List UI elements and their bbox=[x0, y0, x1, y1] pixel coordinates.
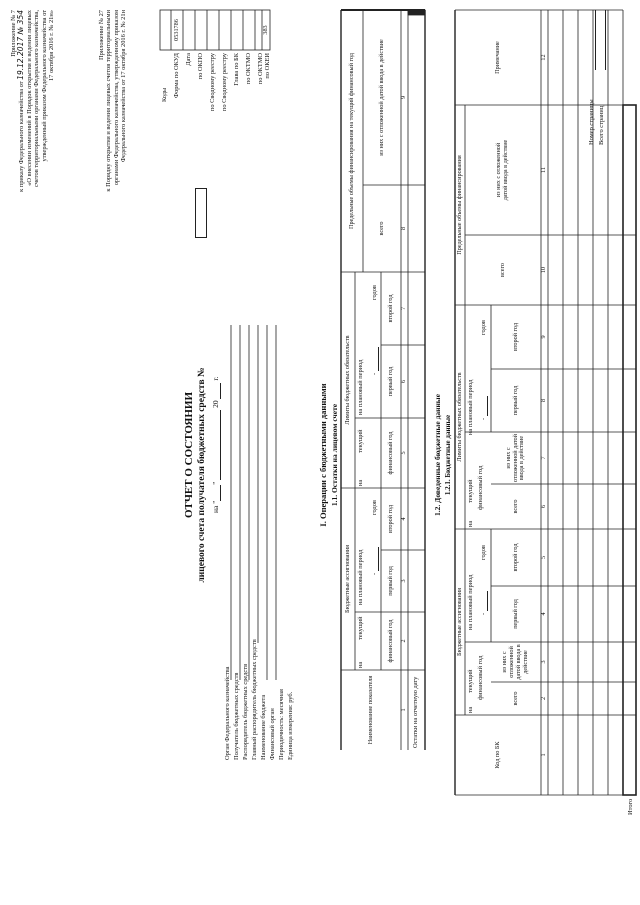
code-value bbox=[195, 10, 207, 50]
document-page: Приложение № 7 к приказу Федерального казначейства от 19.12.2017 № 354 «О внесении изменений в Порядок открытия и ведения лицевых счетов территориальными органами Федерального казначейства, утвержденный приказом Федерального казначейства от 17 октября 2016 г. № 21н» Приложение № 27 к Порядку открытия и ведения лицевых счетов территориальными органами Федерального казначейства, утвержденному приказом Федерального казначейства от 17 октября 2016 г. № 21н ОТЧЕТ О СОСТОЯНИИ лицевого счета получателя бюджетных средств № на "" 20 г. Коды Форма по ОКУД 0531786 Дата по ОКПО по Сводному реестру по Сводному реестру Глава по БК по ОКТМО по ОКТМО по ОКЕИ 383 Орган Федерального казначейства Получатель бюджетных средств Распорядитель бюджетных средств Главный распорядитель бюджетных средств Наименование бюджета Финансовый орган Периодичность: месячная Единица измерения: руб. I. Операции с бюджетными данными 1.1. Остатки на лицевом счете Наименование показателя Бюджетные ассигнования Лимиты бюджетных обязательств Предельные объемы финансирования на текущий финансовый год на текущий на плановый период - годов финансовый год первый год второй год на текущий на плановый период - годов финансовый год первый год второй год всего из них с отложенной датой ввода в действие 1 2 3 4 5 6 7 8 9 Остатки на отчетную дату 1.2. Доведенные бюджетные данные 1.2.1. Бюджетные данные Код по БК Бюджетные ассигнования Лимиты бюджетных обязательств Предельные объемы финансирования Примечание на текущий финансовый год на плановый период - годов всего из них с отложенной датой ввода в действие первый год второй год на текущий финансовый год на плановый период - годов всего из них с отложенной датой ввода в действие первый год второй год всего из них с отложенной датой ввода в действие 1 2 3 4 5 6 7 8 9 10 11 12 Итого Номер страницы Всего страниц bbox=[0, 0, 640, 905]
org-field-label: Наименование бюджета bbox=[260, 694, 267, 760]
col-note: Примечание bbox=[493, 41, 501, 74]
group-allocations: Бюджетные ассигнования bbox=[343, 545, 351, 613]
code-label: Дата bbox=[185, 53, 192, 66]
l2-plan: на плановый период bbox=[467, 379, 474, 435]
section-1-1-title: 1.1. Остатки на лицевом счете bbox=[330, 403, 339, 507]
code-label: по ОКПО bbox=[197, 53, 204, 80]
p2-deferred: из них с отложенной датой ввода в действие bbox=[495, 139, 509, 201]
a2-current: текущий bbox=[467, 669, 474, 693]
group-financing-2: Предельные объемы финансирования bbox=[455, 155, 463, 255]
code-value bbox=[243, 10, 255, 50]
limits-on: на bbox=[357, 479, 364, 486]
report-title: ОТЧЕТ О СОСТОЯНИИ bbox=[183, 391, 195, 519]
l2-fin-year: финансовый год bbox=[477, 465, 484, 510]
alloc-current: текущий bbox=[357, 616, 364, 640]
org-field-label: Единица измерения: руб. bbox=[287, 691, 294, 760]
code-value bbox=[255, 10, 262, 50]
total-pages-label: Всего страниц bbox=[598, 105, 605, 145]
limits-first-year: первый год bbox=[386, 366, 394, 397]
row-total-label: Итого bbox=[627, 798, 634, 815]
l2-on: на bbox=[467, 520, 474, 527]
code-value: 383 bbox=[261, 25, 269, 35]
a2-deferred: из них с отложенной датой ввода в действие bbox=[501, 644, 529, 680]
a2-fin-year: финансовый год bbox=[477, 655, 484, 700]
group-allocations-2: Бюджетные ассигнования bbox=[455, 588, 463, 656]
appendix-7-header: Приложение № 7 к приказу Федерального казначейства от 19.12.2017 № 354 «О внесении изменений в Порядок открытия и ведения лицевых счетов территориальными органами Федерального казначейства, утвержденный приказом Федерального казначейства от 17 октября 2016 г. № 21н» bbox=[10, 10, 56, 192]
page-number-label: Номер страницы bbox=[588, 99, 595, 145]
a2-on: на bbox=[467, 706, 474, 713]
column-number: 6 bbox=[540, 504, 548, 509]
pred-deferred: из них с отложенной датой ввода в действие bbox=[377, 39, 385, 156]
column-number: 4 bbox=[540, 612, 548, 616]
org-field-label: Получатель бюджетных средств bbox=[233, 672, 240, 760]
column-number: 5 bbox=[540, 555, 548, 560]
column-number: 4 bbox=[400, 517, 408, 521]
column-number: 10 bbox=[540, 266, 548, 274]
column-number: 6 bbox=[400, 379, 408, 384]
limits-second-year: второй год bbox=[386, 294, 394, 323]
code-value bbox=[231, 10, 243, 50]
column-number: 7 bbox=[400, 306, 408, 311]
code-label: по ОКТМО bbox=[257, 53, 264, 85]
limits-current: текущий bbox=[357, 429, 364, 453]
row-balance-label: Остатки на отчетную дату bbox=[412, 676, 419, 748]
a2-second: второй год bbox=[511, 543, 519, 572]
a2-first: первый год bbox=[511, 599, 519, 629]
code-label: по Сводному реестру bbox=[221, 53, 228, 112]
column-number: 2 bbox=[540, 696, 548, 701]
column-number: 8 bbox=[540, 398, 548, 403]
code-label: Глава по БК bbox=[233, 53, 240, 86]
org-field-label: Распорядитель бюджетных средств bbox=[242, 663, 249, 760]
report-date-line: на "" 20 г. bbox=[211, 376, 220, 513]
org-field-label: Периодичность: месячная bbox=[278, 689, 285, 760]
code-value bbox=[207, 10, 219, 50]
alloc-fin-year: финансовый год bbox=[386, 619, 394, 663]
report-subtitle: лицевого счета получателя бюджетных средств № bbox=[197, 367, 207, 583]
group-financing-limits: Предельные объемы финансирования на текущий финансовый год bbox=[347, 53, 355, 229]
codes-header: Коды bbox=[161, 87, 169, 103]
code-label: по ОКТМО bbox=[245, 53, 252, 85]
alloc-plan-period: на плановый период bbox=[357, 549, 364, 605]
code-value: 0531786 bbox=[172, 19, 180, 41]
code-label: Форма по ОКУД bbox=[173, 53, 180, 98]
section-1-2-title: 1.2. Доведенные бюджетные данные bbox=[433, 394, 442, 516]
handwritten-order-number: 19.12.2017 № 354 bbox=[16, 10, 26, 80]
alloc-on: на bbox=[357, 661, 364, 668]
pred-total: всего bbox=[377, 221, 385, 236]
column-number: 11 bbox=[540, 167, 548, 173]
column-number: 2 bbox=[400, 639, 408, 643]
column-number: 12 bbox=[540, 54, 548, 61]
code-label: по ОКЕИ bbox=[264, 53, 271, 79]
a2-plan: на плановый период bbox=[467, 574, 474, 630]
limits-plan-period: на плановый период bbox=[357, 359, 364, 415]
column-number: 9 bbox=[400, 95, 408, 100]
p2-total: всего bbox=[498, 263, 506, 277]
alloc-years: годов bbox=[371, 500, 378, 515]
limits-years: годов bbox=[371, 285, 378, 300]
code-label: по Сводному реестру bbox=[209, 53, 216, 112]
l2-total: всего bbox=[511, 499, 519, 514]
column-number: 9 bbox=[540, 335, 548, 339]
alloc-first-year: первый год bbox=[386, 566, 394, 596]
limits-fin-year: финансовый год bbox=[386, 431, 394, 475]
column-number: 3 bbox=[400, 579, 408, 583]
a2-total: всего bbox=[511, 691, 519, 706]
column-number: 1 bbox=[540, 753, 548, 757]
code-value bbox=[183, 10, 195, 50]
l2-deferred: из них с отложенной датой ввода в действие bbox=[504, 434, 526, 482]
group-limits: Лимиты бюджетных обязательств bbox=[343, 335, 351, 425]
column-number: 3 bbox=[540, 660, 548, 664]
org-field-label: Финансовый орган bbox=[269, 708, 276, 760]
column-number: 5 bbox=[400, 451, 408, 455]
appendix-27-header: Приложение № 27 к Порядку открытия и ведения лицевых счетов территориальными органами Федерального казначейства, утвержденному приказом Федерального казначейства от 17 октября 2016 г. № 21н bbox=[98, 10, 128, 192]
section-1-2-1-title: 1.2.1. Бюджетные данные bbox=[444, 414, 452, 496]
a2-years: годов bbox=[480, 545, 487, 560]
org-field-label: Главный распорядитель бюджетных средств bbox=[251, 639, 258, 760]
l2-years: годов bbox=[480, 320, 487, 335]
group-limits-2: Лимиты бюджетных обязательств bbox=[455, 372, 463, 462]
alloc-second-year: второй год bbox=[386, 505, 394, 533]
l2-current: текущий bbox=[467, 479, 474, 503]
col-indicator-name: Наименование показателя bbox=[366, 675, 374, 745]
org-field-label: Орган Федерального казначейства bbox=[224, 666, 231, 760]
l2-second: второй год bbox=[511, 323, 519, 351]
col-kbk: Код по БК bbox=[493, 741, 501, 769]
l2-first: первый год bbox=[511, 385, 519, 416]
section-1-title: I. Операции с бюджетными данными bbox=[318, 383, 328, 527]
code-value bbox=[219, 10, 231, 50]
column-number: 1 bbox=[400, 708, 408, 712]
column-number: 7 bbox=[540, 456, 548, 460]
column-number: 8 bbox=[400, 226, 408, 231]
